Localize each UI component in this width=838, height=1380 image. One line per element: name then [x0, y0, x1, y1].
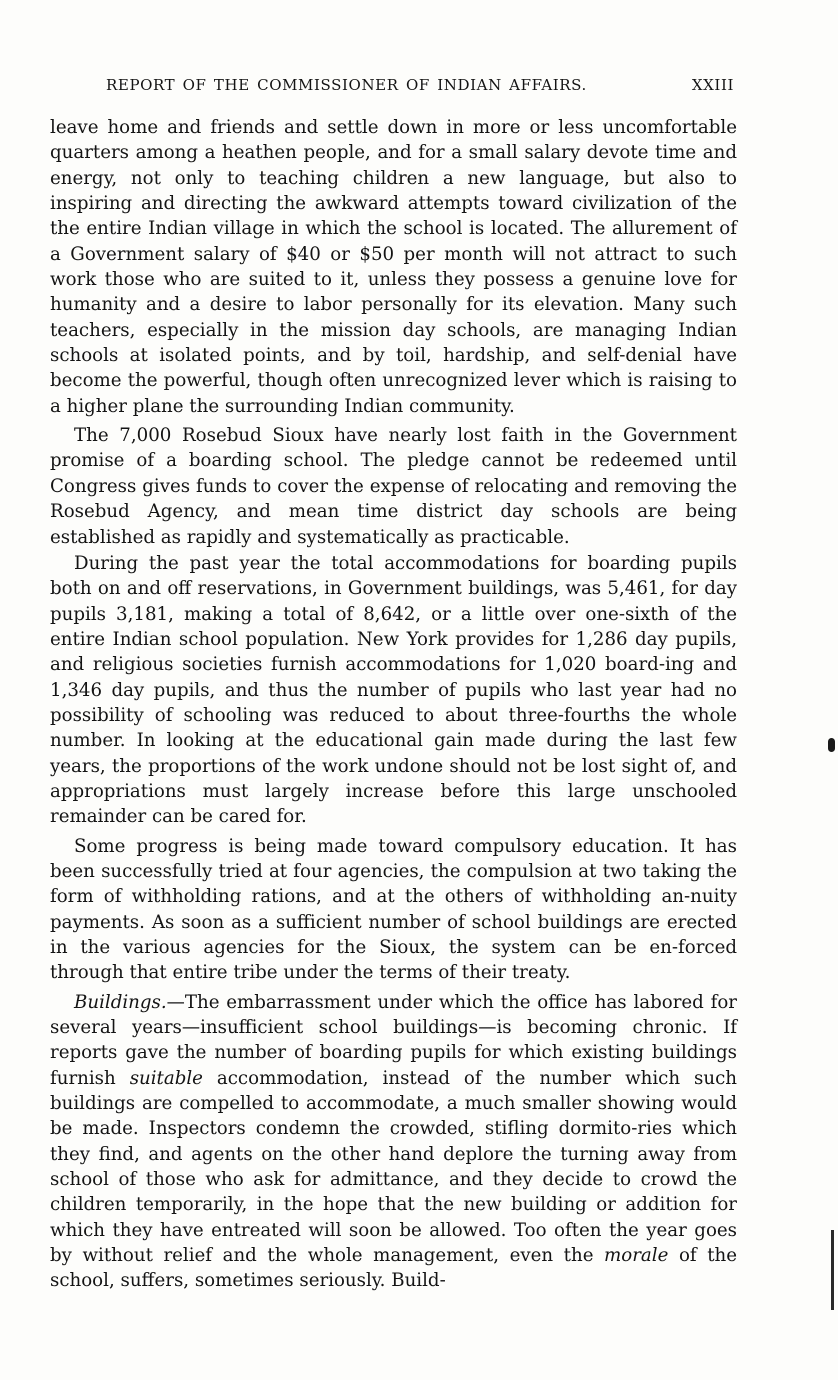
margin-ink-mark — [828, 738, 835, 752]
emphasis-morale: morale — [604, 1245, 669, 1267]
paragraph-buildings — [50, 990, 737, 1294]
running-header — [106, 76, 736, 94]
buildings-text-3: of the school, suffers, sometimes seriously. Build- — [50, 1245, 737, 1292]
paragraph-rosebud-sioux: The 7,000 Rosebud Sioux have nearly lost faith in the Government promise of a boarding school. The pledge cannot be redeemed until Congress gives funds to cover the expense of relocating and removing the Rosebud Agency, and mean time district day schools are being established as rapidly and systematically as practicable. — [50, 425, 737, 548]
buildings-text-1: —The embarrassment under which the office has labored for several years—insufficient school buildings—is becoming chronic. If reports gave the number of boarding pupils for which existing buildings furnish — [50, 991, 737, 1089]
page-edge-mark — [831, 1230, 834, 1310]
body-text — [50, 115, 737, 1294]
header-title: REPORT OF THE COMMISSIONER OF INDIAN AFFAIRS. — [106, 76, 587, 94]
buildings-text-2: accommodation, instead of the number which such buildings are compelled to accommodate, a much smaller showing would be made. Inspectors condemn the crowded, stifling dormito-ries which they find, and agents on the other hand deplore the turning away from school of those who ask for admittance, and they decide to crowd the children temporarily, in the hope that the new building or addition for which they have entreated will soon be allowed. Too often the year goes by without relief and the whole management, even the — [50, 1067, 737, 1267]
paragraph-accommodations: During the past year the total accommodations for boarding pupils both on and off reservations, in Government buildings, was 5,461, for day pupils 3,181, making a total of 8,642, or a little over one-sixth of the entire Indian school population. New York provides for 1,286 day pupils, and religious societies furnish accommodations for 1,020 board-ing and 1,346 day pupils, and thus the number of pupils who last year had no possibility of schooling was reduced to about three-fourths the whole number. In looking at the educational gain made during the last few years, the proportions of the work undone should not be lost sight of, and appropriations must largely increase before this large unschooled remainder can be cared for. — [50, 552, 737, 828]
paragraph-compulsory-education: Some progress is being made toward compulsory education. It has been successfully tried at four agencies, the compulsion at two taking the form of withholding rations, and at the others of withholding an-nuity payments. As soon as a sufficient number of school buildings are erected in the various agencies for the Sioux, the system can be en-forced through that entire tribe under the terms of their treaty. — [50, 835, 737, 984]
page-number: XXIII — [691, 76, 734, 94]
emphasis-suitable: suitable — [129, 1067, 203, 1089]
section-heading-buildings: Buildings. — [74, 991, 167, 1013]
paragraph-continued: leave home and friends and settle down in more or less uncomfortable quarters among a heathen people, and for a small salary devote time and energy, not only to teaching children a new language, but also to inspiring and directing the awkward attempts toward civilization of the the entire Indian village in which the school is located. The allurement of a Government salary of $40 or $50 per month will not attract to such work those who are suited to it, unless they possess a genuine love for humanity and a desire to labor personally for its elevation. Many such teachers, especially in the mission day schools, are managing Indian schools at isolated points, and by toil, hardship, and self-denial have become the powerful, though often unrecognized lever which is raising to a higher plane the surrounding Indian community. — [50, 117, 737, 417]
